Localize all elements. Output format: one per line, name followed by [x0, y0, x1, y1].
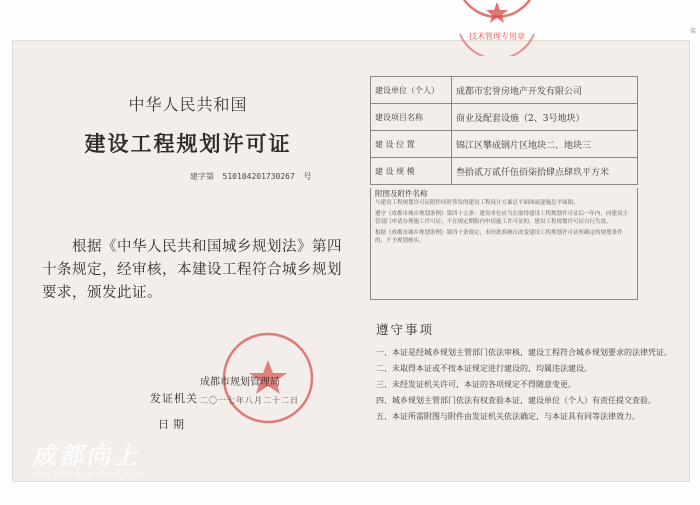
certificate-body-text: 根据《中华人民共和国城乡规划法》第四十条规定，经审核，本建设工程符合城乡规划要求，颁发此证。 — [42, 239, 342, 301]
technical-seal-text: 技术管理专用章 — [469, 32, 525, 41]
table-label: 建设项目名称 — [371, 104, 452, 131]
project-info-table — [370, 76, 638, 185]
certificate-number-suffix: 号 — [303, 172, 312, 181]
certificate-number-prefix: 建字第 — [190, 172, 214, 181]
rule-item: 二、未取得本证或不按本证规定进行建设的，均属违法建设。 — [376, 364, 592, 373]
rules-title: 遵守事项 — [376, 322, 435, 337]
rule-item: 三、未经发证机关许可，本证的各项规定不得随意变更。 — [376, 380, 576, 389]
issuer-label: 发证机关 — [150, 392, 198, 405]
rule-item: 四、城乡规划主管部门依法有权查验本证，建设单位（个人）有责任提交查验。 — [376, 396, 656, 405]
table-row — [371, 104, 638, 131]
table-row — [371, 77, 638, 104]
rules-list — [376, 347, 676, 427]
certificate-title: 建设工程规划许可证 — [84, 131, 292, 156]
table-label: 建 设 位 置 — [371, 131, 452, 158]
attachments-notes-box — [370, 188, 638, 300]
certificate-right-page — [370, 60, 690, 470]
certificate-number: 510104201730267 — [222, 172, 295, 181]
technical-seal-icon — [452, 0, 542, 56]
corner-tag: 第 — [689, 28, 696, 35]
note-text: 遵守《成都市城乡规划条例》第四十五条：建设单位应当在取得建设工程规划许可证后一年内，向建设主管部门申请办理施工许可证；不在规定期限内申请施工许可证的，建设工程规划许可证自行失效。 — [375, 211, 629, 225]
table-row — [371, 158, 638, 185]
table-value: 叁拾贰万贰仟伍佰柒拾肆点肆玖平方米 — [452, 158, 638, 185]
issuer-organization: 成都市规划管理局 — [200, 377, 280, 388]
certificate-left-page — [30, 66, 346, 470]
issue-date: 二〇一七年八月二十二日 — [200, 396, 299, 405]
certificate-number-line — [190, 171, 311, 182]
note-text: 与建设工程规划许可证附件同时签发的建设工程设计方案总平面图或建施总平面图。 — [375, 200, 579, 206]
watermark-subtext: www.cdxiangshang.com — [32, 471, 145, 478]
rule-item: 五、本证所需附图与附件由发证机关依法确定，与本证具有同等法律效力。 — [376, 412, 640, 421]
table-label: 建设单位（个人） — [371, 77, 452, 104]
country-name: 中华人民共和国 — [128, 95, 248, 114]
table-value: 商业及配套设施（2、3号地块） — [452, 104, 638, 131]
table-value: 成都市宏誉房地产开发有限公司 — [452, 77, 638, 104]
note-text: 根据《成都市城乡规划条例》第四十条规定，未经批准擅自改变建设工程规划许可证所确定的规划条件的，不予规划核实。 — [375, 230, 623, 244]
date-label: 日期 — [158, 418, 188, 431]
table-row — [371, 131, 638, 158]
notes-heading: 附图及附件名称 — [375, 189, 428, 198]
watermark-text: 成都向上 — [32, 442, 140, 470]
table-value: 锦江区攀成钢片区地块二、地块三 — [452, 131, 638, 158]
table-label: 建 设 规 模 — [371, 158, 452, 185]
rule-item: 一、本证是经城乡规划主管部门依法审核，建设工程符合城乡规划要求的法律凭证。 — [376, 348, 672, 357]
